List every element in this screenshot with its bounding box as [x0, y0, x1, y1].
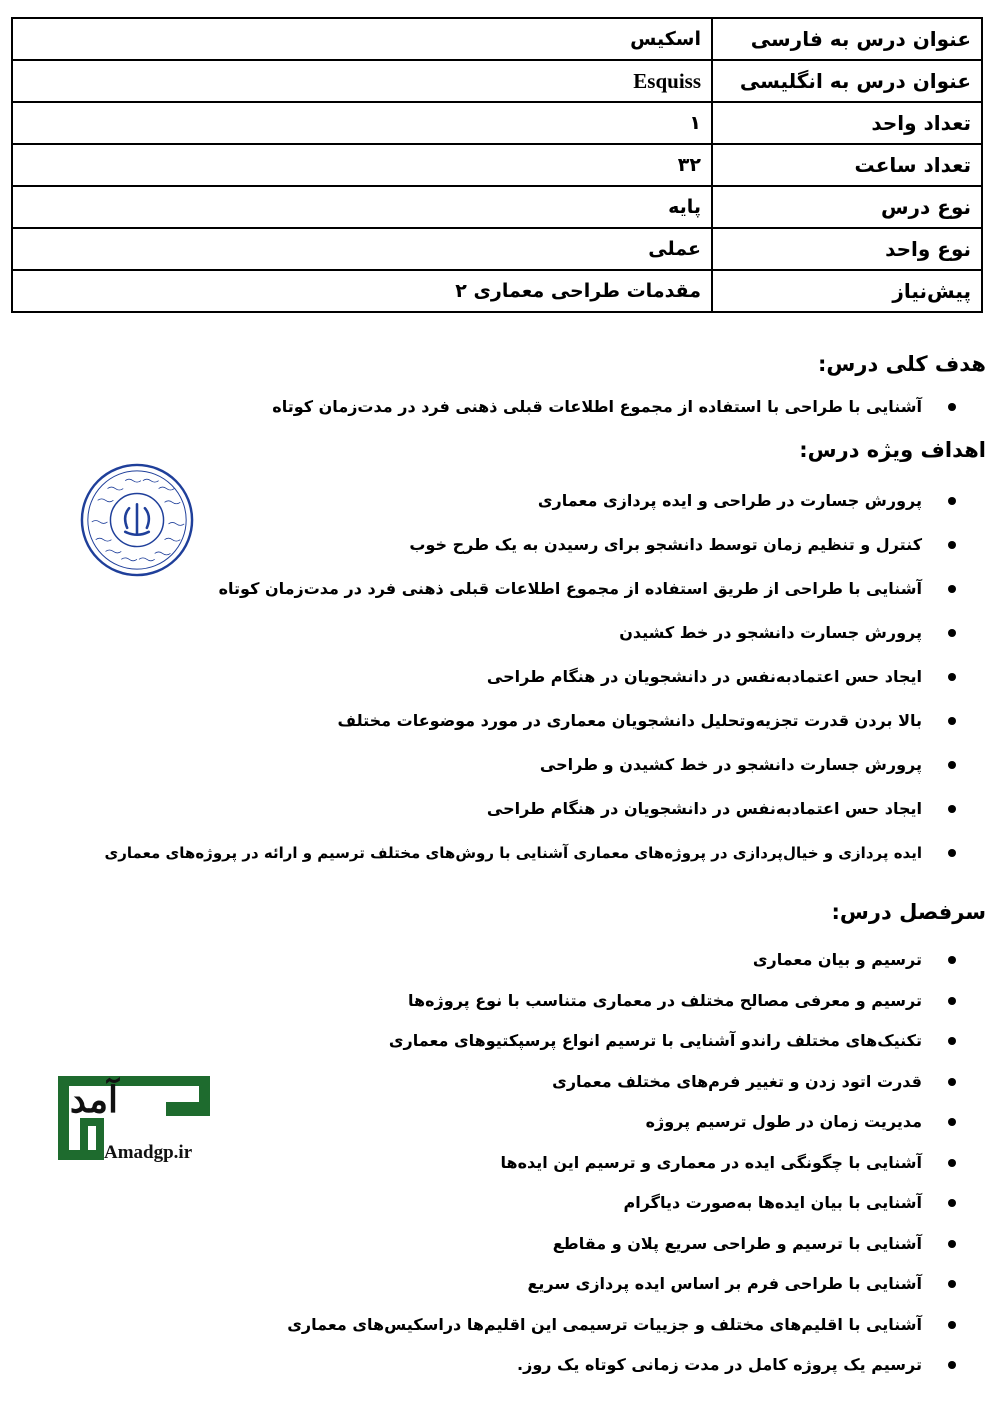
- bullet-icon: [948, 1321, 956, 1329]
- row-value: عملی: [12, 228, 712, 270]
- bullet-icon: [948, 997, 956, 1005]
- list-item: ترسیم و بیان معماری: [16, 940, 956, 981]
- list-item: تکنیک‌های مختلف راندو آشنایی با ترسیم انواع پرسپکتیوهای معماری: [16, 1021, 956, 1062]
- row-label: پیش‌نیاز: [712, 270, 982, 312]
- list-item: پرورش جسارت دانشجو در خط کشیدن و طراحی: [16, 743, 956, 787]
- list-item: پرورش جسارت در طراحی و ایده پردازی معماری: [16, 479, 956, 523]
- bullet-icon: [948, 761, 956, 769]
- svg-text:آمد: آمد: [69, 1079, 118, 1121]
- row-label: تعداد ساعت: [712, 144, 982, 186]
- bullet-icon: [948, 1199, 956, 1207]
- table-row: [12, 270, 982, 312]
- row-label: نوع واحد: [712, 228, 982, 270]
- bullet-icon: [948, 1361, 956, 1369]
- bullet-icon: [948, 1280, 956, 1288]
- list-item: آشنایی با طراحی فرم بر اساس ایده پردازی سریع: [16, 1264, 956, 1305]
- table-row: [12, 144, 982, 186]
- list-item: قدرت اتود زدن و تغییر فرم‌های مختلف معماری: [16, 1062, 956, 1103]
- bullet-icon: [948, 585, 956, 593]
- row-value: مقدمات طراحی معماری ۲: [12, 270, 712, 312]
- list-item: آشنایی با اقلیم‌های مختلف و جزییات ترسیمی این اقلیم‌ها دراسکیس‌های معماری: [16, 1305, 956, 1346]
- table-row: [12, 60, 982, 102]
- row-value: اسکیس: [12, 18, 712, 60]
- row-value: پایه: [12, 186, 712, 228]
- bullet-icon: [948, 849, 956, 857]
- bullet-icon: [948, 805, 956, 813]
- bullet-icon: [948, 1240, 956, 1248]
- bullet-icon: [948, 497, 956, 505]
- list-item: ترسیم و معرفی مصالح مختلف در معماری متناسب با نوع پروژه‌ها: [16, 981, 956, 1022]
- list-item: ایجاد حس اعتمادبه‌نفس در دانشجویان در هنگام طراحی: [16, 655, 956, 699]
- list-item: آشنایی با چگونگی ایده در معماری و ترسیم این ایده‌ها: [16, 1143, 956, 1184]
- course-info-table: [11, 17, 983, 313]
- bullet-icon: [948, 629, 956, 637]
- list-item: آشنایی با طراحی با استفاده از مجموع اطلاعات قبلی ذهنی فرد در مدت‌زمان کوتاه: [16, 394, 956, 420]
- bullet-icon: [948, 1078, 956, 1086]
- table-row: [12, 102, 982, 144]
- row-value: ۳۲: [12, 144, 712, 186]
- general-goal-list: [16, 394, 956, 420]
- row-label: تعداد واحد: [712, 102, 982, 144]
- list-item: پرورش جسارت دانشجو در خط کشیدن: [16, 611, 956, 655]
- list-item: آشنایی با ترسیم و طراحی سریع پلان و مقاطع: [16, 1224, 956, 1265]
- row-value: Esquiss: [12, 60, 712, 102]
- list-item: آشنایی با طراحی از طریق استفاده از مجموع اطلاعات قبلی ذهنی فرد در مدت‌زمان کوتاه: [16, 567, 956, 611]
- bullet-icon: [948, 1159, 956, 1167]
- bullet-icon: [948, 541, 956, 549]
- list-item: آشنایی با بیان ایده‌ها به‌صورت دیاگرام: [16, 1183, 956, 1224]
- list-item: مدیریت زمان در طول ترسیم پروژه: [16, 1102, 956, 1143]
- table-row: [12, 18, 982, 60]
- svg-text:Amadgp.ir: Amadgp.ir: [104, 1142, 193, 1163]
- list-item: کنترل و تنظیم زمان توسط دانشجو برای رسیدن به یک طرح خوب: [16, 523, 956, 567]
- list-item: ایده پردازی و خیال‌پردازی در پروژه‌های معماری آشنایی با روش‌های مختلف ترسیم و ارائه در پروژه‌های معماری: [16, 831, 956, 875]
- row-value: ۱: [12, 102, 712, 144]
- table-row: [12, 186, 982, 228]
- table-row: [12, 228, 982, 270]
- list-item: بالا بردن قدرت تجزیه‌وتحلیل دانشجویان معماری در مورد موضوعات مختلف: [16, 699, 956, 743]
- row-label: عنوان درس به فارسی: [712, 18, 982, 60]
- bullet-icon: [948, 1037, 956, 1045]
- bullet-icon: [948, 717, 956, 725]
- ministry-seal-icon: [78, 461, 196, 579]
- row-label: نوع درس: [712, 186, 982, 228]
- bullet-icon: [948, 673, 956, 681]
- bullet-icon: [948, 1118, 956, 1126]
- bullet-icon: [948, 403, 956, 411]
- row-label: عنوان درس به انگلیسی: [712, 60, 982, 102]
- list-item: ترسیم یک پروژه کامل در مدت زمانی کوتاه یک روز.: [16, 1345, 956, 1386]
- syllabus-heading: سرفصل درس:: [831, 900, 986, 924]
- amad-logo-icon: [58, 1072, 218, 1168]
- general-goal-heading: هدف کلی درس:: [818, 352, 986, 376]
- specific-goals-heading: اهداف ویژه درس:: [799, 438, 986, 462]
- bullet-icon: [948, 956, 956, 964]
- list-item: ایجاد حس اعتمادبه‌نفس در دانشجویان در هنگام طراحی: [16, 787, 956, 831]
